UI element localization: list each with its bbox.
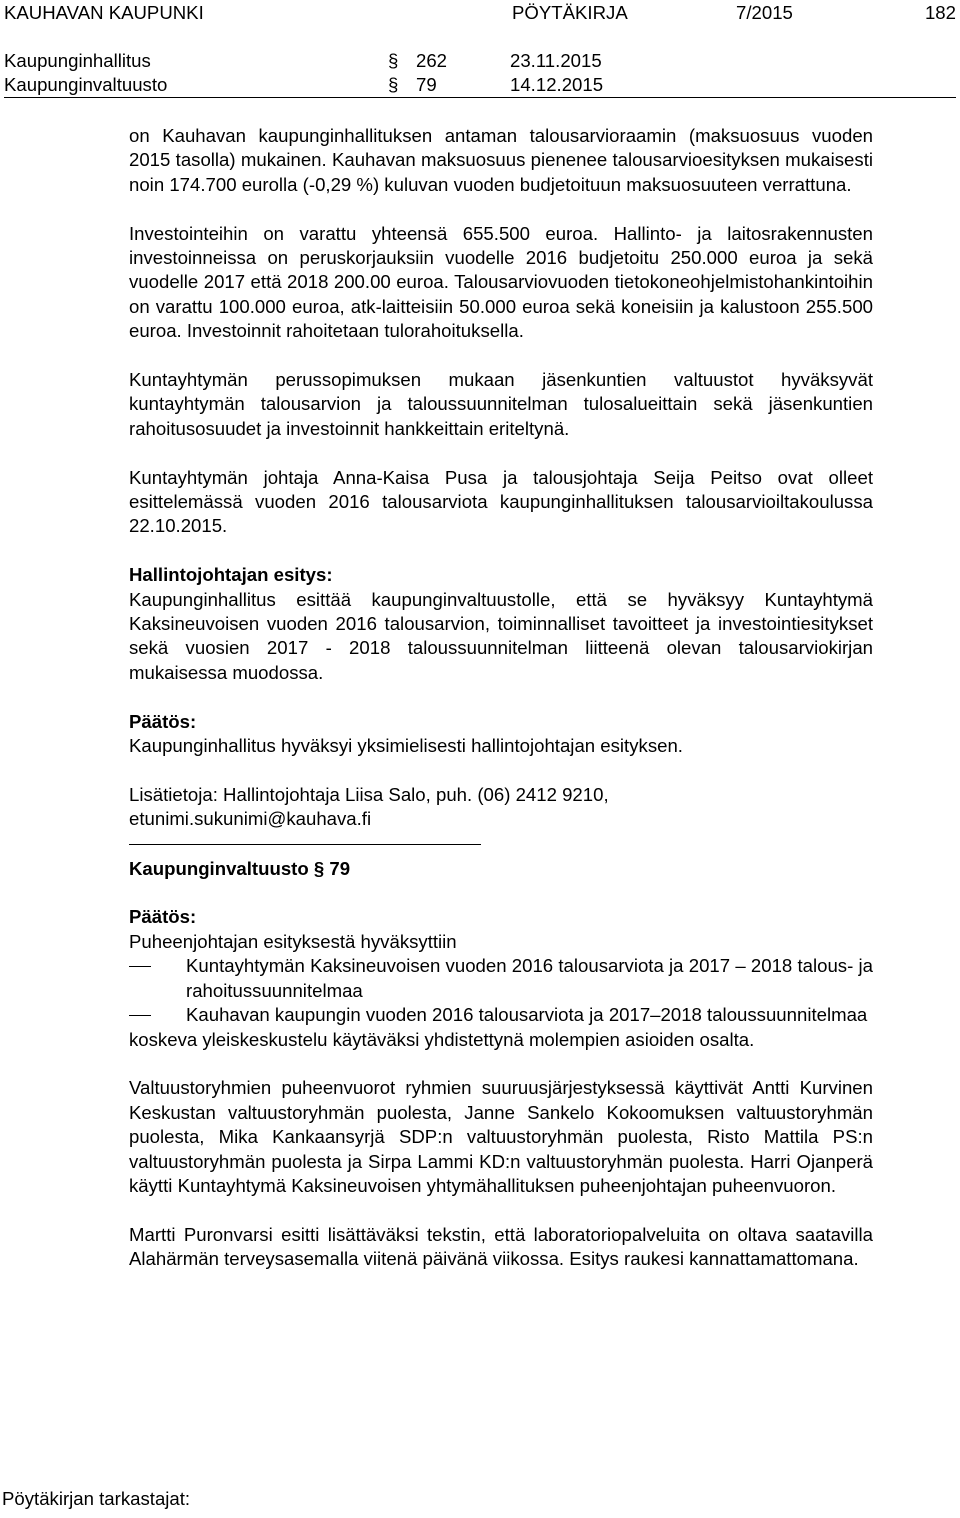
council-heading bbox=[129, 857, 873, 881]
paragraph-budget-frame: on Kauhavan kaupunginhallituksen antaman talousarvioraamin (maksuosuus vuoden 2015 tasolla) mukainen. Kauhavan maksuosuus pienenee talousarvioesityksen mukaisesti noin 174.700 eurolla (-0,29 %) kuluvan vuoden budjetoituun maksuosuuteen verrattuna. bbox=[129, 125, 873, 195]
section-sign: § bbox=[388, 50, 399, 71]
list-item bbox=[129, 954, 873, 1003]
document-body bbox=[129, 124, 873, 1272]
info-line-email: etunimi.sukunimi@kauhava.fi bbox=[129, 808, 372, 830]
paragraph-investments: Investointeihin on varattu yhteensä 655.500 euroa. Hallinto- ja laitosrakennusten investoinneissa on peruskorjauksiin vuodelle 2016 budjetoitu 250.000 euroa ja sekä vuodelle 2017 että 2018 200.00 euroa. Talousarviovuoden tietokoneohjelmistohankintoihin on varattu 100.000 euroa, atk-laitteisiin 50.000 euroa sekä koneisiin ja kalustoon 255.500 euroa. Investoinnit rahoitetaan tulorahoituksella. bbox=[129, 222, 873, 342]
meta-body-name: Kaupunginhallitus bbox=[4, 50, 151, 71]
meta-section-number: 79 bbox=[416, 74, 437, 95]
council-heading-label: Kaupunginvaltuusto bbox=[129, 857, 309, 879]
section-sign: § bbox=[313, 857, 325, 879]
page-number: 182 bbox=[924, 2, 956, 23]
paragraph-agreement: Kuntayhtymän perussopimuksen mukaan jäsenkuntien valtuustot hyväksyvät kuntayhtymän talousarvion ja taloussuunnitelman tulosalueittain sekä jäsenkuntien rahoitusosuudet ja investoinnit hankkeittain eriteltynä. bbox=[129, 369, 873, 439]
section-sign: § bbox=[388, 74, 399, 95]
footer-reviewers-label: Pöytäkirjan tarkastajat: bbox=[2, 1488, 191, 1509]
header-divider bbox=[4, 97, 956, 98]
list-item bbox=[129, 1003, 873, 1027]
document-type: PÖYTÄKIRJA bbox=[512, 2, 628, 23]
meta-row-board bbox=[4, 49, 956, 73]
meta-date: 14.12.2015 bbox=[510, 74, 604, 95]
issue-number: 7/2015 bbox=[736, 2, 793, 23]
meta-date: 23.11.2015 bbox=[510, 50, 602, 71]
organization-name: KAUHAVAN KAUPUNKI bbox=[4, 2, 204, 23]
decision-outro: koskeva yleiskeskustelu käytäväksi yhdistettynä molempien asioiden osalta. bbox=[129, 1028, 755, 1050]
council-section-number: 79 bbox=[329, 857, 351, 879]
decision-heading: Päätös: bbox=[129, 710, 197, 732]
decision-text: Kaupunginhallitus hyväksyi yksimielisesti hallintojohtajan esityksen. bbox=[129, 735, 683, 757]
list-item-text: Kauhavan kaupungin vuoden 2016 talousarviota ja 2017–2018 taloussuunnitelmaa bbox=[186, 1004, 868, 1026]
meta-body-name: Kaupunginvaltuusto bbox=[4, 74, 168, 95]
page-header bbox=[4, 1, 956, 27]
paragraph-presentation: Kuntayhtymän johtaja Anna-Kaisa Pusa ja talousjohtaja Seija Peitso ovat olleet esittelemässä vuoden 2016 talousarviota kaupunginhallituksen talousarvioiltakoulussa 22.10.2015. bbox=[129, 466, 873, 537]
info-line-contact: Lisätietoja: Hallintojohtaja Liisa Salo, puh. (06) 2412 9210, bbox=[129, 783, 609, 805]
decision-heading: Päätös: bbox=[129, 906, 197, 928]
proposal-text: Kaupunginhallitus esittää kaupunginvaltuustolle, että se hyväksyy Kuntayhtymä Kaksineuvoisen vuoden 2016 talousarvion, toiminnalliset tavoitteet ja investointiesitykset sekä vuosien 2017 - 2018 taloussuunnitelman liitteenä olevan talousarviokirjan mukaisessa muodossa. bbox=[129, 588, 873, 683]
paragraph-motion: Martti Puronvarsi esitti lisättäväksi tekstin, että laboratoriopalveluita on oltava saatavilla Alahärmän terveysasemalla viitenä päivänä viikossa. Esitys raukesi kannattamattomana. bbox=[129, 1223, 873, 1270]
meta-row-council bbox=[4, 73, 956, 97]
separator-line bbox=[129, 844, 481, 845]
meta-section-number: 262 bbox=[416, 50, 448, 71]
proposal-heading: Hallintojohtajan esitys: bbox=[129, 564, 333, 586]
decision-intro: Puheenjohtajan esityksestä hyväksyttiin bbox=[129, 930, 457, 952]
paragraph-speeches: Valtuustoryhmien puheenvuorot ryhmien suuruusjärjestyksessä käyttivät Antti Kurvinen Keskustan valtuustoryhmän puolesta, Janne Sankelo Kokoomuksen valtuustoryhmän puolesta, Mika Kankaansyrjä SDP:n valtuustoryhmän puolesta, Risto Mattila PS:n valtuustoryhmän puolesta ja Sirpa Lammi KD:n valtuustoryhmän puolesta. Harri Ojanperä käytti Kuntayhtymä Kaksineuvoisen yhtymähallituksen puheenjohtajan puheenvuoron. bbox=[129, 1077, 873, 1196]
list-item-text: Kuntayhtymän Kaksineuvoisen vuoden 2016 talousarviota ja 2017 – 2018 talous- ja rahoitussuunnitelmaa bbox=[186, 955, 873, 1001]
